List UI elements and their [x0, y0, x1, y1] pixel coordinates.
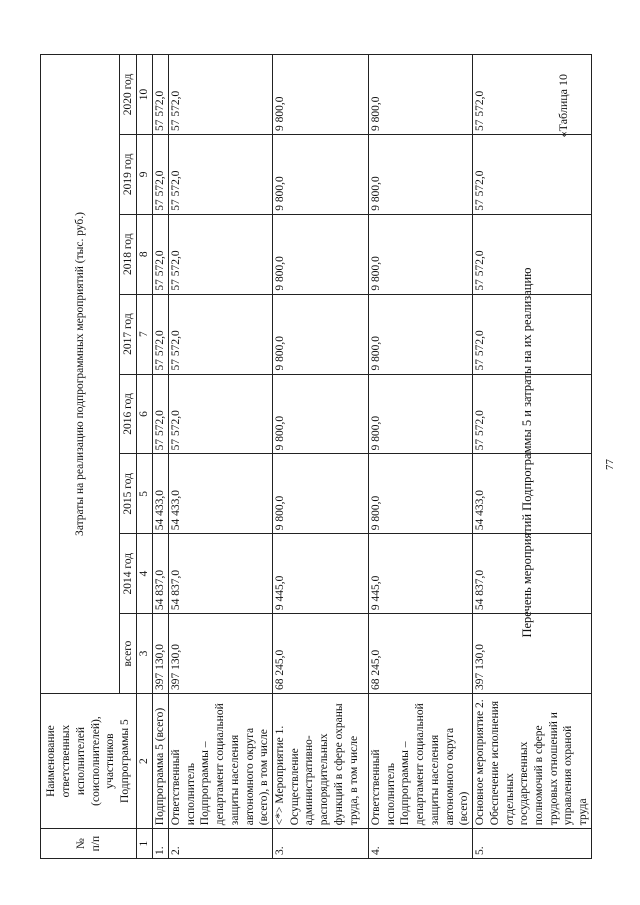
row-value: 57 572,0	[153, 294, 169, 374]
column-number: 2	[137, 693, 153, 828]
row-value: 57 572,0	[473, 55, 592, 135]
header-year: 2014 год	[120, 534, 137, 614]
column-number: 10	[137, 55, 153, 135]
costs-table	[40, 54, 592, 859]
row-value: 9 800,0	[369, 374, 473, 454]
row-value: 54 433,0	[153, 454, 169, 534]
table-caption: «Таблица 10	[556, 74, 570, 138]
row-name: Ответственный исполнитель Подпрограммы – департамент социальной защиты населения автономного округа (всего)	[369, 693, 473, 828]
column-number-row	[137, 55, 153, 859]
header-year: 2017 год	[120, 294, 137, 374]
column-number: 4	[137, 534, 153, 614]
column-number: 5	[137, 454, 153, 534]
row-value: 9 800,0	[273, 294, 369, 374]
row-total: 397 130,0	[153, 614, 169, 694]
row-value: 9 800,0	[273, 214, 369, 294]
row-value: 9 800,0	[273, 454, 369, 534]
header-year: 2015 год	[120, 454, 137, 534]
row-value: 57 572,0	[473, 134, 592, 214]
header-costs-group: Затраты на реализацию подпрограммных мероприятий (тыс. руб.)	[41, 55, 120, 694]
row-value: 9 800,0	[369, 454, 473, 534]
row-value: 54 433,0	[169, 454, 273, 534]
column-number: 7	[137, 294, 153, 374]
row-number: 3.	[273, 829, 369, 859]
row-total: 68 245,0	[273, 614, 369, 694]
table-row	[153, 55, 169, 859]
row-value: 9 800,0	[273, 374, 369, 454]
row-name: Ответственный исполнитель Подпрограммы – департамент социальной защиты населения автономного округа (всего), в том числе	[169, 693, 273, 828]
row-value: 57 572,0	[473, 374, 592, 454]
header-year: 2016 год	[120, 374, 137, 454]
header-year: 2019 год	[120, 134, 137, 214]
row-name: Подпрограмма 5 (всего)	[153, 693, 169, 828]
header-year: 2020 год	[120, 55, 137, 135]
row-value: 9 800,0	[369, 294, 473, 374]
row-total: 397 130,0	[169, 614, 273, 694]
row-value: 57 572,0	[169, 134, 273, 214]
row-value: 54 433,0	[473, 454, 592, 534]
header-year: 2018 год	[120, 214, 137, 294]
row-value: 54 837,0	[473, 534, 592, 614]
row-value: 9 800,0	[369, 134, 473, 214]
row-value: 57 572,0	[169, 294, 273, 374]
row-value: 57 572,0	[153, 214, 169, 294]
row-value: 57 572,0	[473, 294, 592, 374]
table-row	[169, 55, 273, 859]
row-value: 57 572,0	[153, 374, 169, 454]
column-number: 6	[137, 374, 153, 454]
row-value: 57 572,0	[169, 55, 273, 135]
row-value: 9 445,0	[369, 534, 473, 614]
table-title: Перечень мероприятий Подпрограммы 5 и затраты на их реализацию	[520, 267, 534, 638]
row-value: 57 572,0	[169, 374, 273, 454]
row-value: 57 572,0	[153, 134, 169, 214]
header-name: Наименование ответственных исполнителей (соисполнителей), участников Подпрограммы 5	[41, 693, 137, 828]
row-total: 397 130,0	[473, 614, 592, 694]
row-number: 2.	[169, 829, 273, 859]
table-row	[473, 55, 592, 859]
column-number: 8	[137, 214, 153, 294]
row-value: 9 800,0	[273, 134, 369, 214]
row-number: 1.	[153, 829, 169, 859]
row-name: <*> Мероприятие 1. Осуществление административно-распорядительных функций в сфере охраны труда, в том числе	[273, 693, 369, 828]
row-value: 57 572,0	[153, 55, 169, 135]
row-number: 4.	[369, 829, 473, 859]
header-num: № п/п	[41, 829, 137, 859]
column-number: 9	[137, 134, 153, 214]
row-name: Основное мероприятие 2. Обеспечение исполнения отдельных государственных полномочий в сфере трудовых отношений и управления охраной труда	[473, 693, 592, 828]
column-number: 1	[137, 829, 153, 859]
header-total: всего	[120, 614, 137, 694]
row-value: 9 800,0	[369, 55, 473, 135]
row-value: 9 800,0	[273, 55, 369, 135]
row-value: 54 837,0	[169, 534, 273, 614]
row-value: 9 800,0	[369, 214, 473, 294]
row-number: 5.	[473, 829, 592, 859]
row-value: 57 572,0	[169, 214, 273, 294]
row-value: 57 572,0	[473, 214, 592, 294]
column-number: 3	[137, 614, 153, 694]
row-value: 9 445,0	[273, 534, 369, 614]
table-row	[369, 55, 473, 859]
row-total: 68 245,0	[369, 614, 473, 694]
row-value: 54 837,0	[153, 534, 169, 614]
page-number: 77	[604, 459, 616, 470]
table-row	[273, 55, 369, 859]
